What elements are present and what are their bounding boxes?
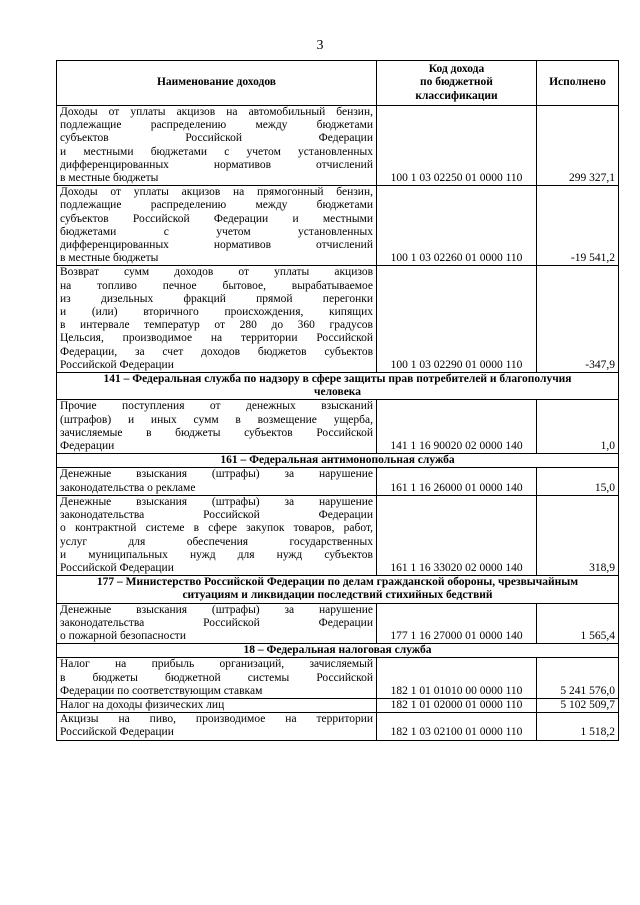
table-row [57, 698, 619, 712]
revenue-value: 1 518,2 [537, 713, 619, 740]
table-row [57, 106, 619, 186]
revenue-value: 1,0 [537, 400, 619, 454]
revenue-name-line: Денежные взыскания (штрафы) за нарушение [60, 468, 373, 481]
revenue-name-line: Денежные взыскания (штрафы) за нарушение [60, 495, 373, 508]
revenue-name-line: Налог на доходы физических лиц [60, 698, 225, 711]
revenue-name [57, 713, 377, 740]
revenue-name [57, 495, 377, 575]
page-number: 3 [316, 38, 324, 53]
section-row [57, 644, 619, 658]
revenue-name-line: и (или) вторичного происхождения, кипящих [60, 306, 373, 319]
revenue-name-line: дифференцированных нормативов отчислений [60, 239, 373, 252]
revenue-name-line: (штрафов) и иных сумм в возмещение ущерба, [60, 413, 373, 426]
revenue-name-line: законодательства Российской Федерации [60, 509, 373, 522]
revenue-code: 100 1 03 02250 01 0000 110 [377, 106, 537, 186]
revenue-name-line: в местные бюджеты [60, 172, 159, 185]
revenue-name-line: субъектов Российской Федерации [60, 132, 373, 145]
revenue-name [57, 468, 377, 495]
revenue-name-line: законодательства Российской Федерации [60, 616, 373, 629]
revenue-name-line: Федерации, за счет доходов бюджетов субъектов [60, 345, 373, 358]
revenue-code: 141 1 16 90020 02 0000 140 [377, 400, 537, 454]
revenue-code: 177 1 16 27000 01 0000 140 [377, 603, 537, 644]
revenue-name-line: Федерации по соответствующим ставкам [60, 684, 263, 697]
table-row [57, 495, 619, 575]
table-row [57, 468, 619, 495]
revenue-name-line: Российской Федерации [60, 561, 174, 574]
table-row [57, 603, 619, 644]
revenue-name-line: Федерации [60, 440, 115, 453]
revenue-name-line: в бюджеты бюджетной системы Российской [60, 671, 373, 684]
revenue-name [57, 400, 377, 454]
revenue-name-line: законодательства о рекламе [60, 481, 196, 494]
revenue-name-line: из дизельных фракций прямой перегонки [60, 292, 373, 305]
revenue-value: 15,0 [537, 468, 619, 495]
section-row [57, 576, 619, 603]
table-row [57, 186, 619, 266]
revenue-name-line: в интервале температур от 280 до 360 градусов [60, 319, 373, 332]
table-row [57, 713, 619, 740]
revenue-name-line: Цельсия, производимое на территории Российской [60, 332, 373, 345]
section-title [57, 576, 619, 603]
revenue-code: 161 1 16 26000 01 0000 140 [377, 468, 537, 495]
section-title [57, 454, 619, 468]
revenue-name-line: о пожарной безопасности [60, 629, 186, 642]
revenue-value: -347,9 [537, 266, 619, 373]
revenue-name-line: подлежащие распределению между бюджетами [60, 119, 373, 132]
revenue-name-line: субъектов Российской Федерации и местными [60, 212, 373, 225]
revenue-name-line: о контрактной системе в сфере закупок товаров, работ, [60, 522, 373, 535]
revenue-name-line: Прочие поступления от денежных взысканий [60, 400, 373, 413]
section-title-line: 18 – Федеральная налоговая служба [243, 644, 432, 657]
revenue-name [57, 186, 377, 266]
table-row [57, 400, 619, 454]
revenue-name [57, 658, 377, 699]
revenue-name-line: и муниципальных нужд для нужд субъектов [60, 548, 373, 561]
revenue-name-line: услуг для обеспечения государственных [60, 535, 373, 548]
revenue-name-line: Российской Федерации [60, 358, 174, 371]
revenue-name-line: дифференцированных нормативов отчислений [60, 158, 373, 171]
revenue-value: 5 102 509,7 [537, 698, 619, 712]
revenue-name-line: Российской Федерации [60, 726, 174, 739]
revenue-name-line: Доходы от уплаты акцизов на автомобильный бензин, [60, 106, 373, 118]
revenue-code: 182 1 01 01010 00 0000 110 [377, 658, 537, 699]
revenue-name-line: Налог на прибыль организаций, зачисляемый [60, 658, 373, 671]
section-title-line: человека [313, 386, 362, 399]
revenue-code: 100 1 03 02260 01 0000 110 [377, 186, 537, 266]
header-value: Исполнено [537, 61, 619, 106]
header-code: Код дохода по бюджетной классификации [377, 61, 537, 106]
revenue-value: 5 241 576,0 [537, 658, 619, 699]
revenue-code: 182 1 03 02100 01 0000 110 [377, 713, 537, 740]
revenue-table [56, 60, 619, 741]
revenue-value: 318,9 [537, 495, 619, 575]
revenue-value: 299 327,1 [537, 106, 619, 186]
revenue-name-line: зачисляемые в бюджеты субъектов Российской [60, 426, 373, 439]
section-title [57, 373, 619, 400]
header-name: Наименование доходов [57, 61, 377, 106]
table-header-row [57, 61, 619, 106]
section-title-line: 161 – Федеральная антимонопольная служба [220, 454, 455, 467]
revenue-name [57, 106, 377, 186]
section-title-line: ситуациям и ликвидации последствий стихийных бедствий [182, 589, 493, 602]
section-title-line: 177 – Министерство Российской Федерации по делам гражданской обороны, чрезвычайным [96, 576, 579, 589]
revenue-name-line: и местными бюджетами с учетом установленных [60, 145, 373, 158]
revenue-code: 100 1 03 02290 01 0000 110 [377, 266, 537, 373]
section-title [57, 644, 619, 658]
revenue-name-line: бюджетами с учетом установленных [60, 225, 373, 238]
revenue-value: -19 541,2 [537, 186, 619, 266]
table-row [57, 658, 619, 699]
revenue-value: 1 565,4 [537, 603, 619, 644]
revenue-name-line: Доходы от уплаты акцизов на прямогонный бензин, [60, 186, 373, 199]
revenue-name-line: подлежащие распределению между бюджетами [60, 199, 373, 212]
revenue-name [57, 603, 377, 644]
revenue-name-line: на топливо печное бытовое, вырабатываемое [60, 279, 373, 292]
revenue-name-line: Акцизы на пиво, производимое на территории [60, 713, 373, 726]
revenue-name-line: в местные бюджеты [60, 252, 159, 265]
revenue-name [57, 266, 377, 373]
revenue-code: 182 1 01 02000 01 0000 110 [377, 698, 537, 712]
table-row [57, 266, 619, 373]
revenue-name-line: Возврат сумм доходов от уплаты акцизов [60, 266, 373, 279]
revenue-code: 161 1 16 33020 02 0000 140 [377, 495, 537, 575]
revenue-name [57, 698, 377, 712]
section-title-line: 141 – Федеральная служба по надзору в сфере защиты прав потребителей и благополучия [103, 373, 572, 386]
section-row [57, 454, 619, 468]
revenue-name-line: Денежные взыскания (штрафы) за нарушение [60, 603, 373, 616]
section-row [57, 373, 619, 400]
